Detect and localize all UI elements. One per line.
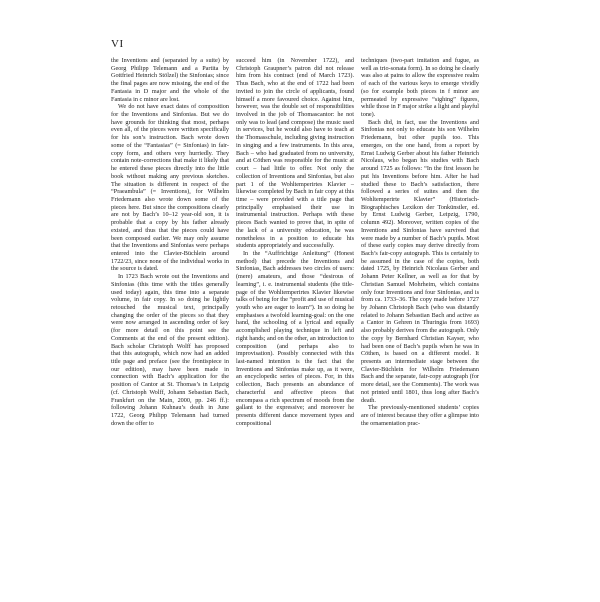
- page-number: VI: [111, 38, 124, 50]
- paragraph: In 1723 Bach wrote out the Inventions and Sinfonias (this time with the titles generally used today) again, this time into a separate volume, in fair copy. In so doing he lightly retouched the musical text, principally changing the order of the pieces so that they were now arranged in ascending order of key (for more detail on this point see the Comments at the end of the present edition). Bach scholar Christoph Wolff has proposed that this autograph, which now had an added title page and preface (see the frontispiece in our edition), may have been made in connection with Bach’s application for the position of Cantor at St. Thomas’s in Leipzig (cf. Christoph Wolff, Johann Sebastian Bach, Frankfurt on the Main, 2000, pp. 246 ff.): following Johann Kuhnau’s death in June 1722, Georg Philipp Telemann had turned down the offer to: [111, 273, 229, 427]
- paragraph: In the “Auffrichtige Anleitung” (Honest method) that precede the Inventions and Sinfonias, Bach addresses two circles of users: (mere) amateurs, and those “desirous of learning”, i. e. instrumental students (the title-page of the Wohltemperirtes Klavier likewise talks of being for the “profit and use of musical youth who are eager to learn”). In so doing he emphasises a twofold learning-goal: on the one hand, the schooling of a lyrical and equally accomplished playing technique in left and right hands; and on the other, an introduction to composition (and perhaps also to improvisation). Possibly connected with this last-named intention is the fact that the Inventions and Sinfonias make up, as it were, an encyclopedic series of pieces. For, in this collection, Bach presents an abundance of characterful and affective pieces that encompass a rich spectrum of moods from the gallant to the expressive; and moreover he presents different dance movement types and compositional: [236, 249, 354, 427]
- text-column-2: [236, 57, 354, 602]
- text-column-1: [111, 57, 229, 602]
- paragraph: the Inventions and (separated by a suite) by Georg Philipp Telemann and a Partita by Gottfried Heinrich Stölzel) the Sinfonias; since the final pages are now missing, the end of the Fantasia in D major and the whole of the Fantasia in c minor are lost.: [111, 57, 229, 103]
- paragraph: succeed him (in November 1722), and Christoph Graupner’s patron did not release him from his contract (end of March 1723). Thus Bach, who at the end of 1722 had been invited to join the circle of applicants, found himself a more favoured choice. Against him, however, was the double set of responsibilities involved in the job of Thomascantor: he not only was to lead (and compose) the music used in services, but he would also have to teach at the Thomasschule, including giving instruction in singing and a few instruments. In this area, Bach – who had graduated from no university, and at Cöthen was responsible for the music at court – had little to offer. Not only the collection of Inventions and Sinfonias, but also part 1 of the Wohltemperirtes Klavier – likewise completed by Bach in fair copy at this time – were provided with a title page that principally emphasised their use in instrumental instruction. Perhaps with these pieces Bach wanted to prove that, in spite of the lack of a university education, he was nonetheless in a position to educate his students appropriately and successfully.: [236, 57, 354, 250]
- paragraph: The previously-mentioned students’ copies are of interest because they offer a glimpse into the ornamentation prac-: [361, 404, 479, 427]
- text-column-3: [361, 57, 479, 602]
- paragraph: We do not have exact dates of composition for the Inventions and Sinfonias. But we do have grounds for thinking that most, perhaps even all, of the pieces were written specifically for his son’s instruction. Bach wrote down some of the “Fantasias” (= Sinfonias) in fair-copy form, and others very hurriedly. They contain note-corrections that make it likely that he entered these pieces directly into the little book without making any previous sketches. The situation is different in respect of the “Praeambula” (= Inventions), for Wilhelm Friedemann also wrote down some of the pieces here. But since the compositions clearly are not by Bach’s 10–12 year-old son, it is probable that a copy by his father already existed, and thus that the pieces could have been composed earlier. We may only assume that the Inventions and Sinfonias were perhaps entered into the Clavier-Büchlein around 1722/23, since none of the individual works in the source is dated.: [111, 103, 229, 273]
- paragraph: techniques (two-part imitation and fugue, as well as trio-sonata form). In so doing he clearly was also at pains to allow the expressive realm of each of the various keys to emerge vividly (so for example both pieces in f minor are permeated by expressive “sighing” figures, while those in F major strike a light and playful tone).: [361, 57, 479, 119]
- paragraph: Bach did, in fact, use the Inventions and Sinfonias not only to educate his son Wilhelm Friedemann, but other pupils too. This emerges, on the one hand, from a report by Ernst Ludwig Gerber about his father Heinrich Nicolaus, who began his studies with Bach around 1725 as follows: “In the first lesson he put his Inventions before him. After he had studied these to Bach’s satisfaction, there followed a series of suites and then the Wohltemperirte Klavier” (Historisch-Biographisches Lexikon der Tonkünstler, ed. by Ernst Ludwig Gerber, Leipzig, 1790, column 492). Moreover, written copies of the Inventions and Sinfonias have survived that were made by a number of Bach’s pupils. Most of these early copies may derive directly from Bach’s fair-copy autograph. This is certainly to be assumed in the case of the copies, both dated 1725, by Heinrich Nicolaus Gerber and Johann Peter Kellner, as well as for that by Christian Samuel Mohrheim, which contains only four Inventions and four Sinfonias, and is from ca. 1733–36. The copy made before 1727 by Johann Christoph Bach (who was distantly related to Johann Sebastian Bach and active as a Cantor in Gehren in Thuringia from 1693) also probably derives from the autograph. Only the copy by Bernhard Christian Kayser, who had been one of Bach’s pupils when he was in Cöthen, is based on a different model. It presents an intermediate stage between the Clavier-Büchlein for Wilhelm Friedemann Bach and the separate, fair-copy autograph (for more detail, see the Comments). The work was not printed until 1801, thus long after Bach’s death.: [361, 118, 479, 404]
